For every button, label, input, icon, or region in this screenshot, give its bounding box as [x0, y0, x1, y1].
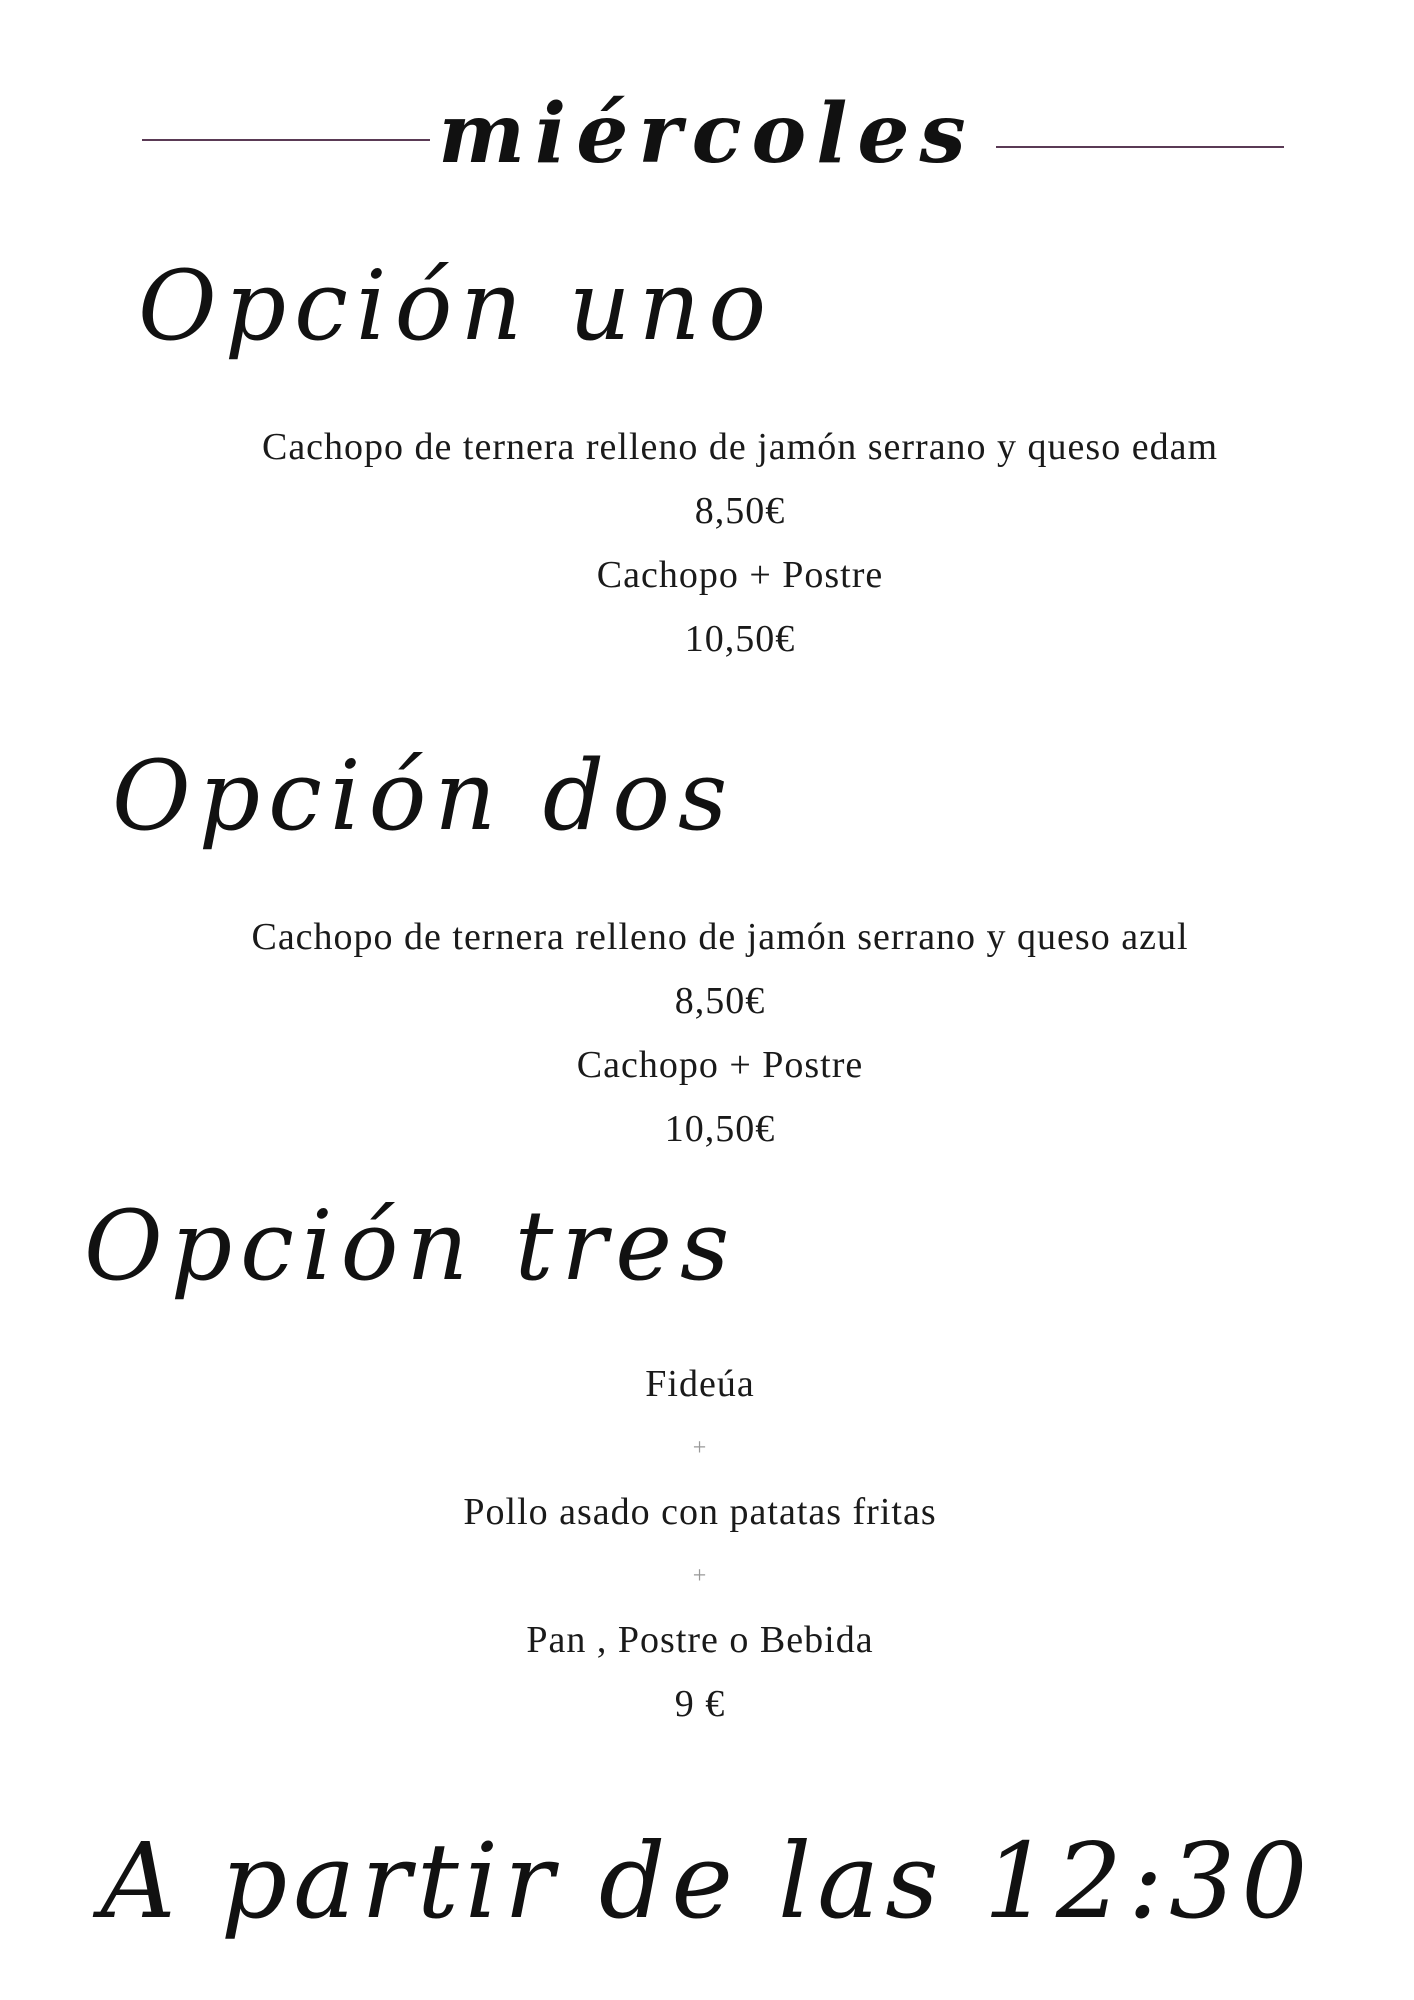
option-one-price: 8,50€: [694, 490, 786, 532]
option-two-dish: Cachopo de ternera relleno de jamón serrano y queso azul: [251, 916, 1189, 958]
option-three-first-course: Fideúa: [645, 1363, 755, 1405]
option-one-dish: Cachopo de ternera relleno de jamón serrano y queso edam: [261, 426, 1219, 468]
option-two-details: [180, 905, 1260, 1161]
option-one-details: [200, 415, 1280, 671]
decorative-line-right: [996, 146, 1284, 148]
option-one-combo-price: 10,50€: [684, 618, 796, 660]
option-three-plus-2: +: [692, 1563, 708, 1589]
option-one-combo: Cachopo + Postre: [596, 554, 884, 596]
option-three-details: [200, 1352, 1200, 1736]
option-three-price: 9 €: [674, 1683, 726, 1725]
opening-time: A partir de las 12:30: [100, 1820, 1314, 1942]
option-two-combo-price: 10,50€: [664, 1108, 776, 1150]
option-one-title: Opción uno: [138, 250, 775, 362]
option-three-title: Opción tres: [84, 1190, 738, 1302]
option-three-second-course: Pollo asado con patatas fritas: [463, 1491, 937, 1533]
option-three-extras: Pan , Postre o Bebida: [526, 1619, 874, 1661]
option-two-title: Opción dos: [112, 740, 736, 852]
option-two-price: 8,50€: [674, 980, 766, 1022]
option-three-plus-1: +: [692, 1435, 708, 1461]
day-title: miércoles: [438, 86, 976, 182]
option-two-combo: Cachopo + Postre: [576, 1044, 864, 1086]
